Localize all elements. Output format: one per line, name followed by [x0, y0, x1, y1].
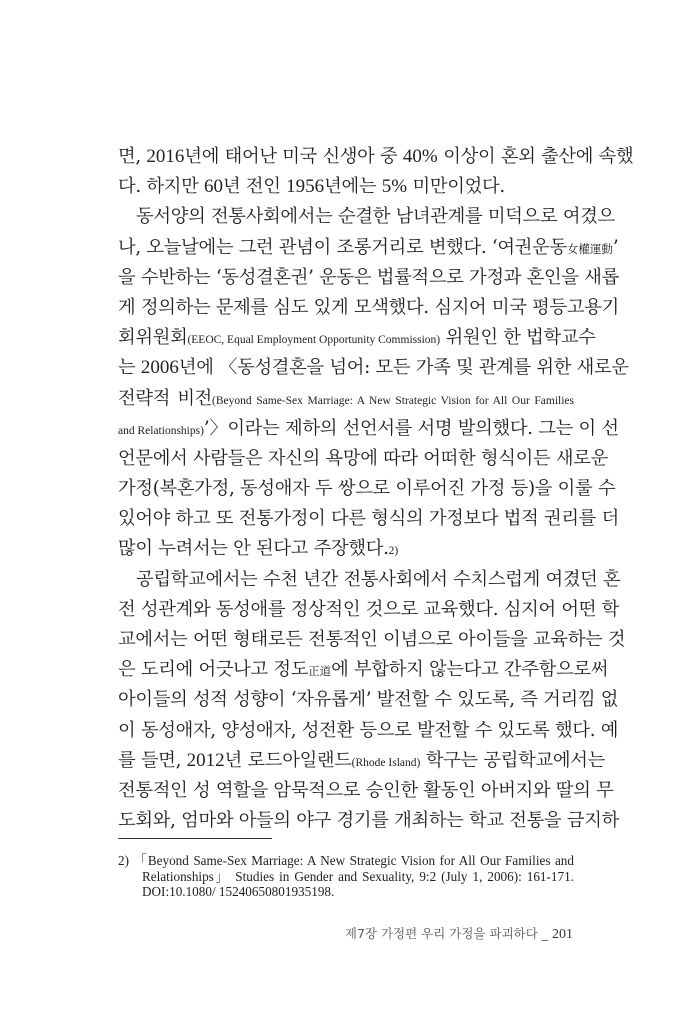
body-text: [118, 142, 634, 836]
text-run: 많이 누려서는 안 된다고 주장했다.: [118, 538, 389, 560]
text-run: 면,: [118, 146, 147, 167]
text-run: 다. 하지만: [118, 176, 204, 198]
text-run: 년 로드아일랜드: [224, 749, 352, 771]
annotation-text: and Relationships): [118, 424, 204, 437]
page-footer: [345, 924, 573, 943]
text-line: [118, 776, 614, 806]
annotation-text: 女權運動: [566, 243, 613, 256]
text-run: 이상이 혼외 출산에 속했: [437, 146, 634, 167]
text-run: 가정(복혼가정, 동성애자 두 쌍으로 이루어진 가정 등)을 이룰 수: [118, 478, 616, 500]
text-run: 게 정의하는 문제를 심도 있게 모색했다. 심지어 미국 평등고용기: [118, 296, 619, 318]
text-run: 1956: [286, 176, 325, 198]
text-line: [118, 716, 619, 746]
text-line: [118, 172, 574, 202]
text-line: [118, 323, 596, 353]
text-run: 60: [203, 176, 223, 198]
text-run: 이 동성애자, 양성애자, 성전환 등으로 발전할 수 있도록 했다. 예: [118, 719, 619, 741]
text-run: 전통적인 성 역할을 암묵적으로 승인한 활동인 아버지와 딸의 무: [118, 779, 614, 801]
text-run: 년에는: [324, 176, 382, 198]
text-run: 5%: [381, 176, 408, 198]
text-run: 은 도리에 어긋나고 정도: [118, 659, 309, 681]
text-run: 에 부합하지 않는다고 간주함으로써: [331, 659, 609, 681]
annotation-text: (Rhode Island): [351, 756, 421, 769]
text-run: 년에 태어난 미국 신생아 중: [184, 146, 403, 167]
text-line: [118, 655, 609, 685]
text-run: 2016: [146, 146, 185, 167]
footnote-line: Relationships」 Studies in Gender and Sexuality, 9:2 (July 1, 2006): 161-171.: [142, 868, 574, 884]
text-run: 공립학교에서는 수천 년간 전통사회에서 수치스럽게 여겼던 혼: [136, 568, 621, 590]
annotation-text: 正道: [308, 666, 332, 679]
text-run: 위원인 한 법학교수: [440, 327, 596, 349]
text-run: 2006: [140, 357, 179, 379]
text-run: ’: [612, 236, 619, 258]
text-line: [118, 534, 574, 564]
text-run: 년에 〈동성결혼을 넘어: 모든 가족 및 관계를 위한 새로운: [178, 357, 629, 379]
text-line: [118, 233, 619, 263]
annotation-text: (Beyond Same-Sex Marriage: A New Strategic Vision for All Our Families: [212, 394, 574, 407]
text-run: 회위원회: [118, 327, 188, 349]
text-line: [118, 414, 619, 444]
text-run: 학구는 공립학교에서는: [420, 749, 605, 771]
text-run: 동서양의 전통사회에서는 순결한 남녀관계를 미덕으로 여겼으: [136, 206, 615, 228]
running-title: 제7장 가정편 우리 가정을 파괴하다 _: [344, 926, 552, 941]
footnotes: [118, 853, 574, 900]
footnote-divider: [118, 838, 272, 839]
text-run: 미만이었다.: [407, 176, 505, 198]
text-line: [118, 202, 615, 232]
text-line: [118, 685, 619, 715]
text-line: [118, 293, 619, 323]
text-run: ’〉이라는 제하의 선언서를 서명 발의했다. 그는 이 선: [203, 417, 619, 439]
text-line: [118, 565, 621, 595]
text-line: [118, 263, 619, 293]
text-run: 를 들면,: [118, 749, 187, 771]
text-line: [118, 806, 619, 836]
text-run: 전 성관계와 동성애를 정상적인 것으로 교육했다. 심지어 어떤 학: [118, 598, 619, 620]
annotation-text: 2): [388, 545, 399, 558]
text-line: [118, 625, 626, 655]
text-line: [118, 474, 616, 504]
footnote-line: 2) 「Beyond Same-Sex Marriage: A New Strategic Vision for All Our Families and: [118, 853, 574, 868]
text-run: 는: [118, 357, 141, 379]
text-run: 년 전인: [222, 176, 287, 198]
text-run: 도회와, 엄마와 아들의 야구 경기를 개최하는 학교 전통을 금지하: [118, 810, 619, 832]
annotation-text: (EEOC, Equal Employment Opportunity Commission): [187, 334, 441, 347]
text-line: [118, 384, 574, 414]
text-line: [118, 504, 619, 534]
text-run: 2012: [186, 749, 225, 771]
text-line: [118, 595, 619, 625]
footnote-line: DOI:10.1080/ 15240650801935198.: [142, 884, 335, 899]
text-run: 나, 오늘날에는 그런 관념이 조롱거리로 변했다. ‘여권운동: [118, 236, 567, 258]
page-number: 201: [552, 927, 573, 942]
text-run: 교에서는 어떤 형태로든 전통적인 이념으로 아이들을 교육하는 것: [118, 629, 626, 650]
text-run: 있어야 하고 또 전통가정이 다른 형식의 가정보다 법적 권리를 더: [118, 508, 619, 530]
text-run: 아이들의 성적 성향이 ‘자유롭게’ 발전할 수 있도록, 즉 거리낌 없: [118, 689, 619, 711]
text-run: 전략적 비전: [118, 387, 213, 409]
text-line: [118, 142, 634, 172]
text-run: 언문에서 사람들은 자신의 욕망에 따라 어떠한 형식이든 새로운: [118, 447, 608, 469]
text-run: 40%: [402, 146, 438, 167]
text-line: [118, 746, 605, 776]
text-run: 을 수반하는 ‘동성결혼권’ 운동은 법률적으로 가정과 혼인을 새롭: [118, 266, 619, 288]
text-line: [118, 444, 608, 474]
text-line: [118, 353, 629, 383]
